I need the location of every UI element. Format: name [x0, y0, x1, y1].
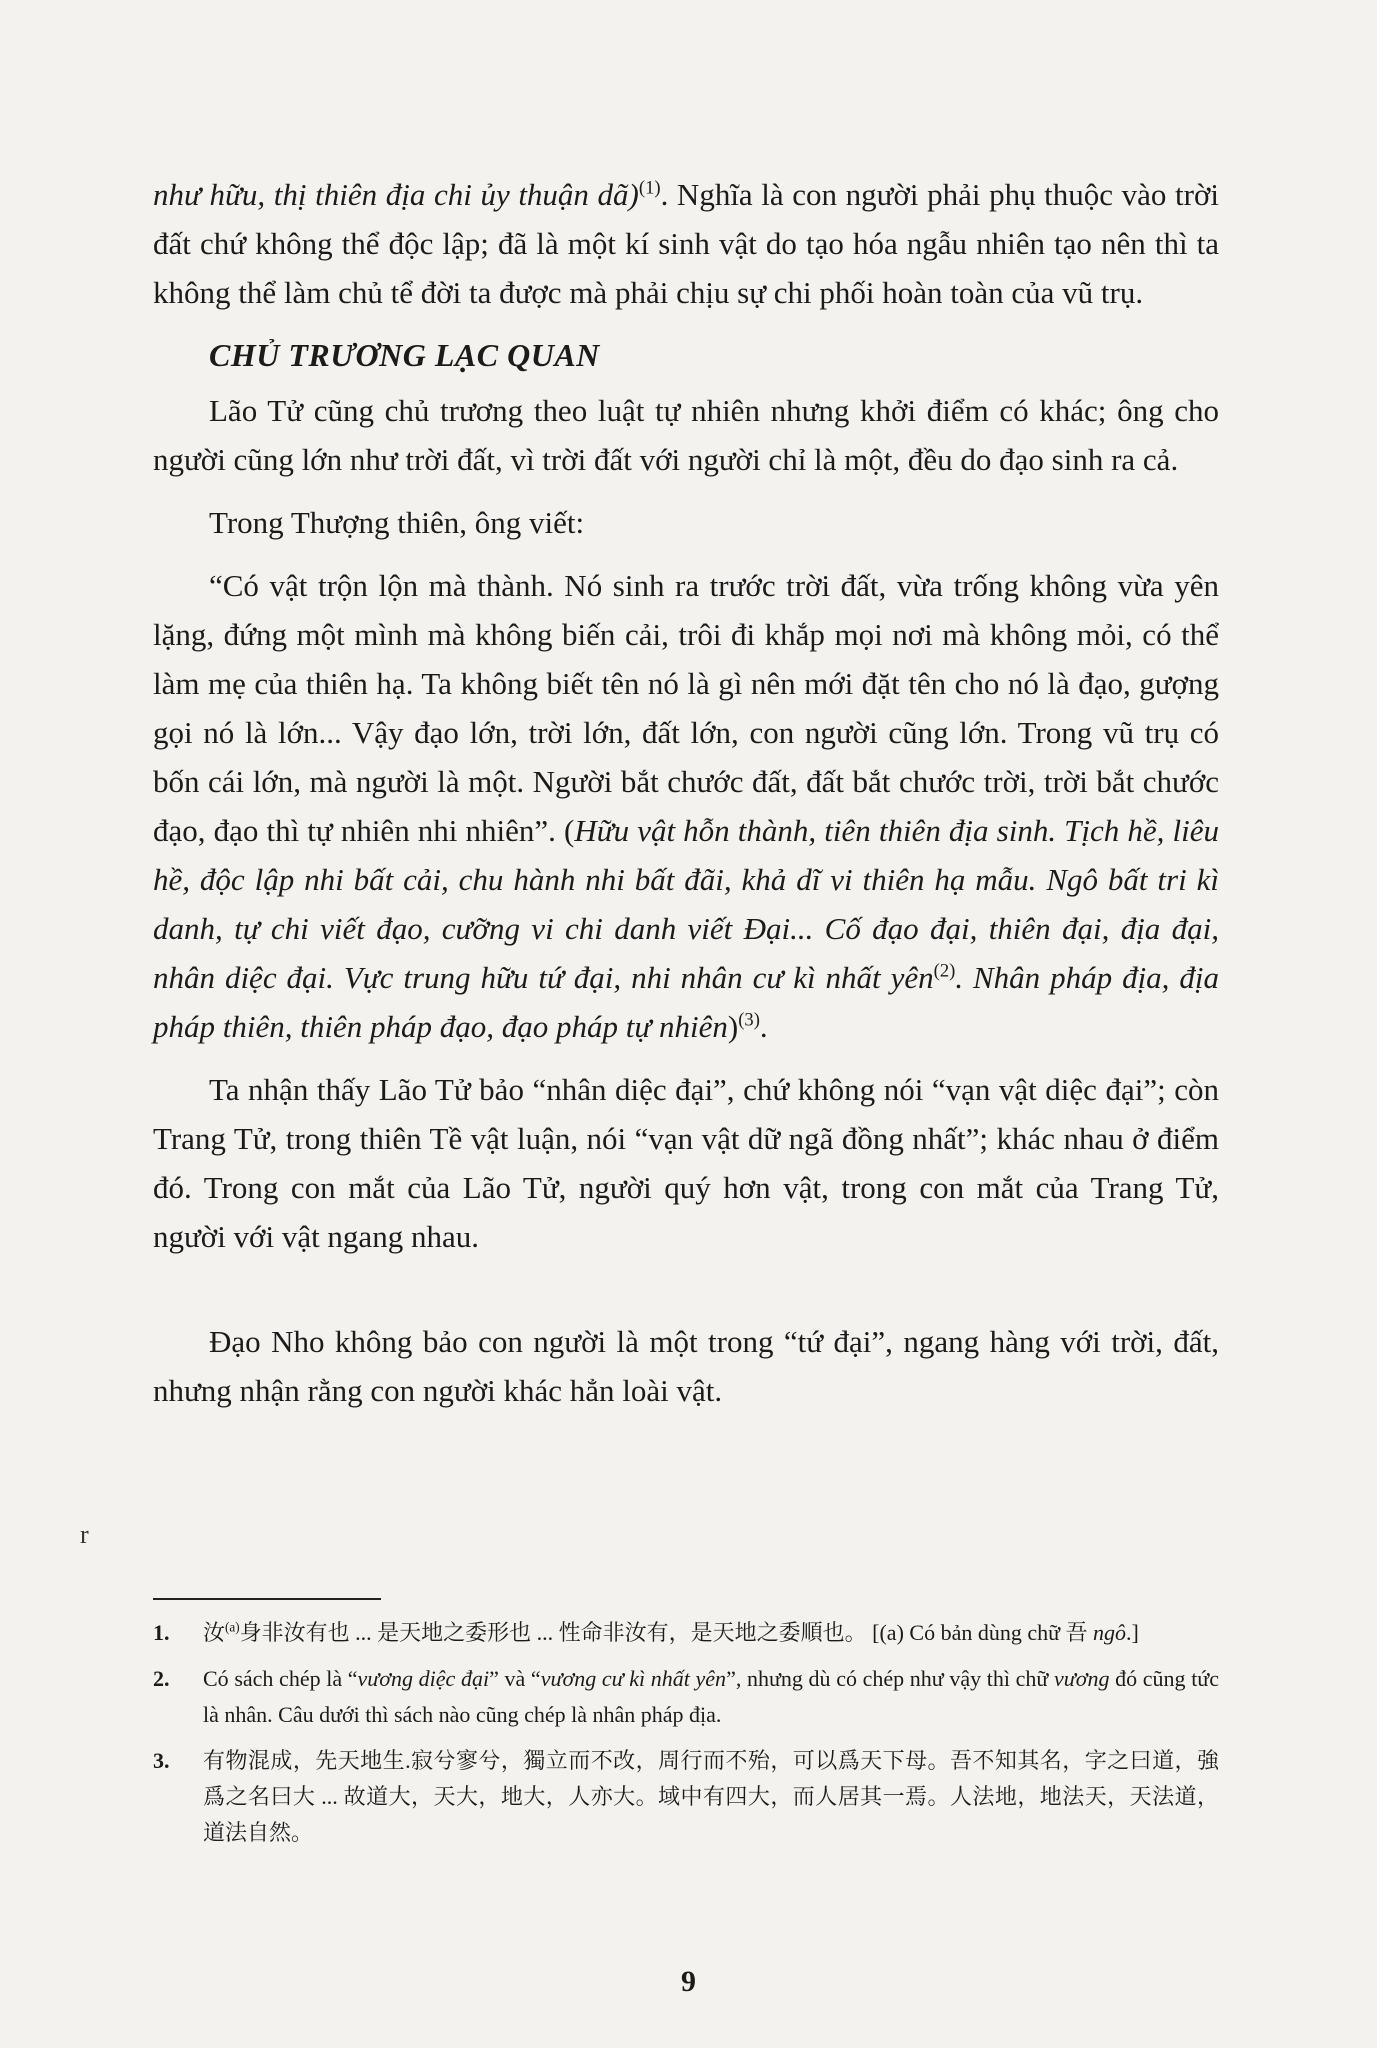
- footnote-rule: [153, 1598, 381, 1600]
- section-heading: CHỦ TRƯƠNG LẠC QUAN: [209, 337, 600, 373]
- margin-mark: r: [80, 1520, 89, 1549]
- footnote-1: [153, 1615, 1219, 1651]
- body-text: [153, 170, 1219, 1415]
- page-number: 9: [681, 1965, 696, 1998]
- paragraph-6: Đạo Nho không bảo con người là một trong “tứ đại”, ngang hàng với trời, đất, nhưng nhận rằng con người khác hẳn loài vật.: [153, 1324, 1219, 1408]
- paragraph-5: Ta nhận thấy Lão Tử bảo “nhân diệc đại”, chứ không nói “vạn vật diệc đại”; còn Trang Tử, trong thiên Tề vật luận, nói “vạn vật dữ ngã đồng nhất”; khác nhau ở điểm đó. Trong con mắt của Lão Tử, người quý hơn vật, trong con mắt của Trang Tử, người với vật ngang nhau.: [153, 1072, 1219, 1254]
- footnote-text: 汝$^{(a)}$身非汝有也 ... 是天地之委形也 ... 性命非汝有，是天地之委順也。 [(a) Có bản dùng chữ 吾 ngô.]: [203, 1619, 1139, 1645]
- paragraph-3: Trong Thượng thiên, ông viết:: [209, 505, 585, 540]
- footnotes: [153, 1615, 1219, 1861]
- footnote-text: Có sách chép là “vương diệc đại” và “vương cư kì nhất yên”, nhưng dù có chép như vậy thì chữ vương đó cũng tức là nhân. Câu dưới thì sách nào cũng chép là nhân pháp địa.: [203, 1666, 1219, 1727]
- footnote-2: [153, 1661, 1219, 1733]
- footnote-3: [153, 1743, 1219, 1851]
- paragraph-quote: “Có vật trộn lộn mà thành. Nó sinh ra trước trời đất, vừa trống không vừa yên lặng, đứng một mình mà không biến cải, trôi đi khắp mọi nơi mà không mỏi, có thể làm mẹ của thiên hạ. Ta không biết tên nó là gì nên mới đặt tên cho nó là đạo, gượng gọi nó là lớn... Vậy đạo lớn, trời lớn, đất lớn, con người cũng lớn. Trong vũ trụ có bốn cái lớn, mà người là một. Người bắt chước đất, đất bắt chước trời, trời bắt chước đạo, đạo thì tự nhiên nhi nhiên”. (Hữu vật hỗn thành, tiên thiên địa sinh. Tịch hề, liêu hề, độc lập nhi bất cải, chu hành nhi bất đãi, khả dĩ vi thiên hạ mẫu. Ngô bất tri kì danh, tự chi viết đạo, cưỡng vi chi danh viết Đại... Cố đạo đại, thiên đại, địa đại, nhân diệc đại. Vực trung hữu tứ đại, nhi nhân cư kì nhất yên$^{(2)}$. Nhân pháp địa, địa pháp thiên, thiên pháp đạo, đạo pháp tự nhiên)$^{(3)}$.: [153, 568, 1219, 1044]
- paragraph-2: Lão Tử cũng chủ trương theo luật tự nhiên nhưng khởi điểm có khác; ông cho người cũng lớn như trời đất, vì trời đất với người chỉ là một, đều do đạo sinh ra cả.: [153, 393, 1219, 477]
- footnote-text: 有物混成，先天地生.寂兮寥兮，獨立而不改，周行而不殆，可以爲天下母。吾不知其名，字之曰道，強爲之名曰大 ... 故道大，天大，地大，人亦大。域中有四大，而人居其一焉。人法地，地法天，天法道，道法自然。: [203, 1748, 1219, 1845]
- footnote-number: 1.: [153, 1620, 170, 1645]
- paragraph-1: như hữu, thị thiên địa chi ủy thuận dã)$^{(1)}$. Nghĩa là con người phải phụ thuộc vào trời đất chứ không thể độc lập; đã là một kí sinh vật do tạo hóa ngẫu nhiên tạo nên thì ta không thể làm chủ tể đời ta được mà phải chịu sự chi phối hoàn toàn của vũ trụ.: [153, 177, 1219, 310]
- footnote-number: 2.: [153, 1666, 170, 1691]
- footnote-number: 3.: [153, 1748, 170, 1773]
